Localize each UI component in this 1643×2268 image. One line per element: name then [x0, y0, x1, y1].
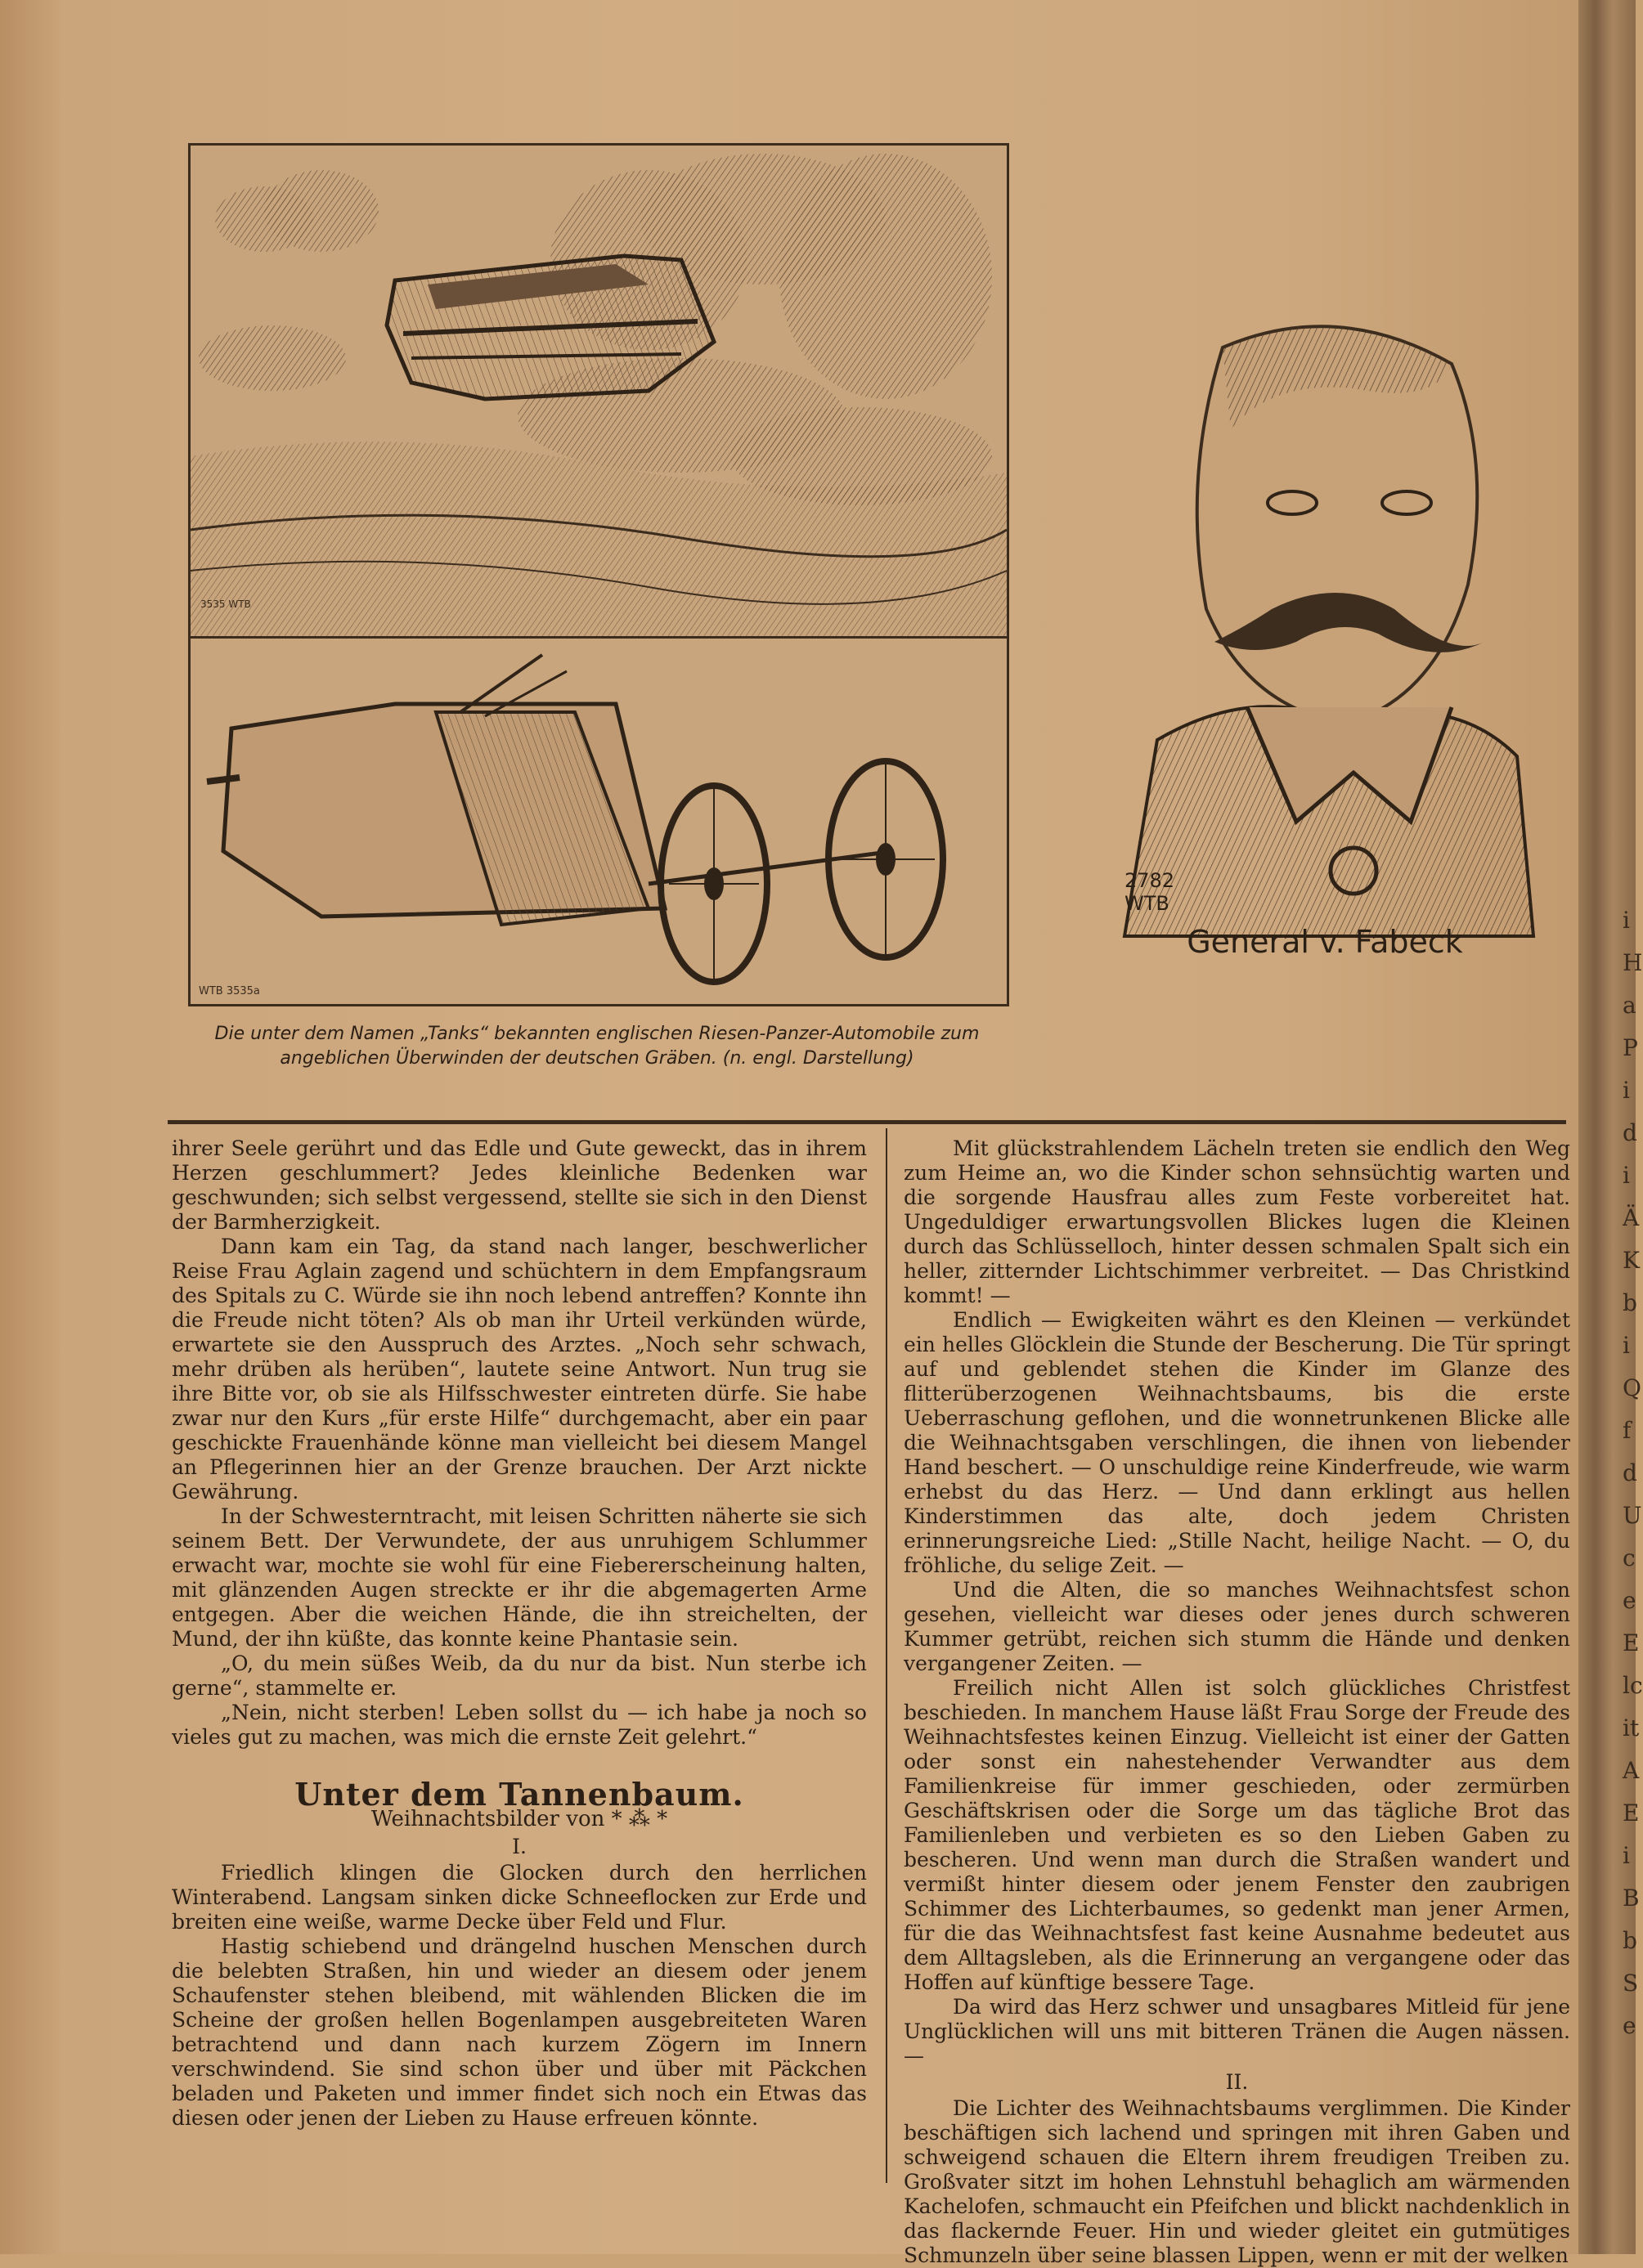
column-divider	[886, 1128, 887, 2183]
tank-caption: Die unter dem Namen „Tanks“ bekannten englischen Riesen-Panzer-Automobile zum angeblichen Überwinden der deutschen Gräben. (n. engl. Darstellung)	[214, 1024, 980, 1069]
edge-letter: d	[1623, 1119, 1637, 1146]
edge-letter: it	[1623, 1714, 1640, 1741]
edge-letter: i	[1623, 1162, 1630, 1189]
section-divider	[168, 1120, 1566, 1124]
edge-letter: d	[1623, 1459, 1637, 1486]
edge-letter: i	[1623, 1842, 1630, 1869]
edge-letter: e	[1623, 2012, 1636, 2039]
edge-letter: b	[1623, 1289, 1637, 1316]
story-paragraph: Hastig schiebend und drängelnd huschen Menschen durch die belebten Straßen, hin und wieder an diesem oder jenem Schaufenster stehen bleibend, mit wählenden Blicken die im Scheine der großen hellen Bogenlampen ausgebreiteten Waren betrachtend und dann nach kurzem Zögern im Innern verschwindend. Sie sind schon über und über mit Päckchen beladen und Paketen und immer findet sich noch ein Etwas das diesen oder jenen der Lieben zu Hause erfreuen könnte.	[172, 1934, 867, 2130]
left-column	[172, 1136, 867, 2131]
edge-letter: i	[1623, 907, 1630, 934]
edge-letter: B	[1623, 1885, 1640, 1912]
left-paragraph: „O, du mein süßes Weib, da du nur da bist. Nun sterbe ich gerne“, stammelte er.	[172, 1652, 867, 1700]
edge-letter: i	[1623, 1332, 1630, 1359]
edge-letter: S	[1623, 1970, 1639, 1997]
tank-top-stamp: 3535 WTB	[200, 598, 251, 610]
right-paragraph: Endlich — Ewigkeiten währt es den Kleinen — verkündet ein helles Glöcklein die Stunde der Bescherung. Die Tür springt auf und geblendet stehen die Kinder im Glanze des flitterüberzogenen Weihnachtsbaums, bis die erste Ueberraschung geflohen, und die wonnetrunkenen Blicke alle die Weihnachtsgaben verschlingen, die ihnen von liebender Hand beschert. — O unschuldige reine Kinderfreude, wie warm erhebst du das Herz. — Und dann erklingt aus hellen Kinderstimmen das alte, doch jedem Christen erinnerungsreiche Lied: „Stille Nacht, heilige Nacht. — O, du fröhliche, du selige Zeit. —	[904, 1308, 1570, 1577]
left-paragraph: In der Schwesterntracht, mit leisen Schritten näherte sie sich seinem Bett. Der Verwundete, der aus unruhigem Schlummer erwacht war, mochte sie wohl für eine Fiebererscheinung halten, mit glänzenden Augen streckte er ihr die abgemagerten Arme entgegen. Aber die weichen Hände, die ihn streichelten, der Mund, der ihn küßte, das konnte keine Phantasie sein.	[172, 1504, 867, 1651]
edge-letter: i	[1623, 1077, 1630, 1104]
edge-letter: a	[1623, 992, 1636, 1019]
facing-page-text-fragments	[1623, 899, 1643, 2047]
left-paragraph: ihrer Seele gerührt und das Edle und Gute geweckt, das in ihrem Herzen geschlummert? Jedes kleinliche Bedenken war geschwunden; sich selbst vergessend, stellte sie sich in den Dienst der Barmherzigkeit.	[172, 1136, 867, 1234]
tank-diagram-svg	[191, 639, 1007, 1004]
article-heading-block	[172, 1776, 867, 1831]
section-number: II.	[1225, 2070, 1249, 2094]
right-column	[904, 1136, 1570, 2268]
edge-letter: Ä	[1623, 1204, 1640, 1231]
tank-battlefield-engraving	[191, 146, 1007, 639]
portrait-caption: General v. Fabeck	[1187, 924, 1463, 960]
portrait-stamp-number: 2782	[1125, 869, 1175, 892]
story-paragraph: Die Lichter des Weihnachtsbaums verglimmen. Die Kinder beschäftigen sich lachend und springen mit ihren Gaben und schweigend schauen die Eltern ihrem freudigen Treiben zu. Großvater sitzt im hohen Lehnstuhl behaglich am wärmenden Kachelofen, schmaucht ein Pfeifchen und blickt nachdenklich in das flackernde Feuer. Hin und wieder gleitet ein gutmütiges Schmunzeln über seine blassen Lippen, wenn er mit der welken	[904, 2096, 1570, 2267]
portrait-stamp-agency: WTB	[1125, 892, 1169, 915]
tank-bottom-stamp: WTB 3535a	[199, 985, 260, 997]
edge-letter: e	[1623, 1587, 1636, 1614]
tank-illustration-frame	[188, 143, 1009, 1006]
edge-letter: A	[1623, 1757, 1640, 1784]
right-paragraph: Da wird das Herz schwer und unsagbares Mitleid für jene Unglücklichen will uns mit bitteren Tränen die Augen nässen. —	[904, 1995, 1570, 2068]
edge-letter: E	[1623, 1800, 1640, 1827]
left-paragraph: „Nein, nicht sterben! Leben sollst du — ich habe ja noch so vieles gut zu machen, was mich die ernste Zeit gelehrt.“	[172, 1701, 867, 1749]
right-paragraph: Mit glückstrahlendem Lächeln treten sie endlich den Weg zum Heime an, wo die Kinder schon sehnsüchtig warten und die sorgende Hausfrau alles zum Feste vorbereitet hat. Ungeduldiger erwartungsvollen Blickes lugen die Kleinen durch das Schlüsselloch, hinter dessen schmalen Spalt sich ein heller, zitternder Lichtschimmer verbreitet. — Das Christkind kommt! —	[904, 1136, 1570, 1307]
right-paragraph: Und die Alten, die so manches Weihnachtsfest schon gesehen, vielleicht war dieses oder jenes durch schweren Kummer getrübt, reichen sich stumm die Hände und denken vergangener Zeiten. —	[904, 1578, 1570, 1675]
edge-letter: c	[1623, 1544, 1636, 1571]
tank-battlefield-svg	[191, 146, 1007, 636]
tank-body	[387, 256, 714, 399]
article-heading: Unter dem Tannenbaum.	[294, 1776, 744, 1813]
left-paragraph: Dann kam ein Tag, da stand nach langer, beschwerlicher Reise Frau Aglain zagend und schüchtern in dem Empfangsraum des Spitals zu C. Würde sie ihn noch lebend antreffen? Konnte ihn die Freude nicht töten? Als ob man ihr Urteil verkünden würde, erwartete sie den Ausspruch des Arztes. „Noch sehr schwach, mehr drüben als herüben“, lautete seine Antwort. Nun trug sie ihre Bitte vor, ob sie als Hilfsschwester eintreten dürfe. Sie habe zwar nur den Kurs „für erste Hilfe“ durchgemacht, aber ein paar geschickte Frauenhände könne man vielleicht bei diesem Mangel an Pflegerinnen hier an der Grenze brauchen. Der Arzt nickte Gewährung.	[172, 1235, 867, 1504]
right-paragraph: Freilich nicht Allen ist solch glückliches Christfest beschieden. In manchem Hause läßt Frau Sorge der Freude des Weihnachtsfestes keinen Einzug. Vielleicht ist einer der Gatten oder sonst ein nahestehender Verwandter aus dem Familienkreise für immer geschieden, oder zermürben Geschäftskrisen oder die Sorge um das tägliche Brot das Familienleben und verbieten es so den Lieben Gaben zu bescheren. Und wenn man durch die Straßen wandert und vermißt hinter diesem oder jenem Fenster den zaubrigen Schimmer des Lichterbaumes, so gedenkt man jener Armen, für die das Weihnachtsfest fast keine Ausnahme bedeutet aus dem Alltagsleben, als die Erinnerung an vergangene oder das Hoffen auf künftige bessere Tage.	[904, 1676, 1570, 1994]
tank-diagram-engraving	[191, 639, 1007, 1004]
portrait-svg	[1108, 315, 1533, 936]
edge-letter: U	[1623, 1502, 1642, 1529]
article-subheading: Weihnachtsbilder von * ⁂ *	[370, 1807, 668, 1831]
edge-letter: Q	[1623, 1374, 1641, 1401]
general-portrait	[1108, 315, 1533, 936]
story-paragraph: Friedlich klingen die Glocken durch den herrlichen Winterabend. Langsam sinken dicke Schneeflocken zur Erde und breiten eine weiße, warme Decke über Feld und Flur.	[172, 1861, 867, 1934]
edge-letter: P	[1623, 1034, 1638, 1061]
edge-letter: b	[1623, 1927, 1637, 1954]
section-number: I.	[512, 1835, 527, 1858]
edge-letter: f	[1623, 1417, 1632, 1444]
bleed-through-masthead	[1022, 139, 1075, 303]
edge-letter: lc	[1623, 1672, 1643, 1699]
edge-letter: H	[1623, 949, 1643, 976]
edge-letter: K	[1623, 1247, 1640, 1274]
edge-letter: E	[1623, 1629, 1640, 1656]
